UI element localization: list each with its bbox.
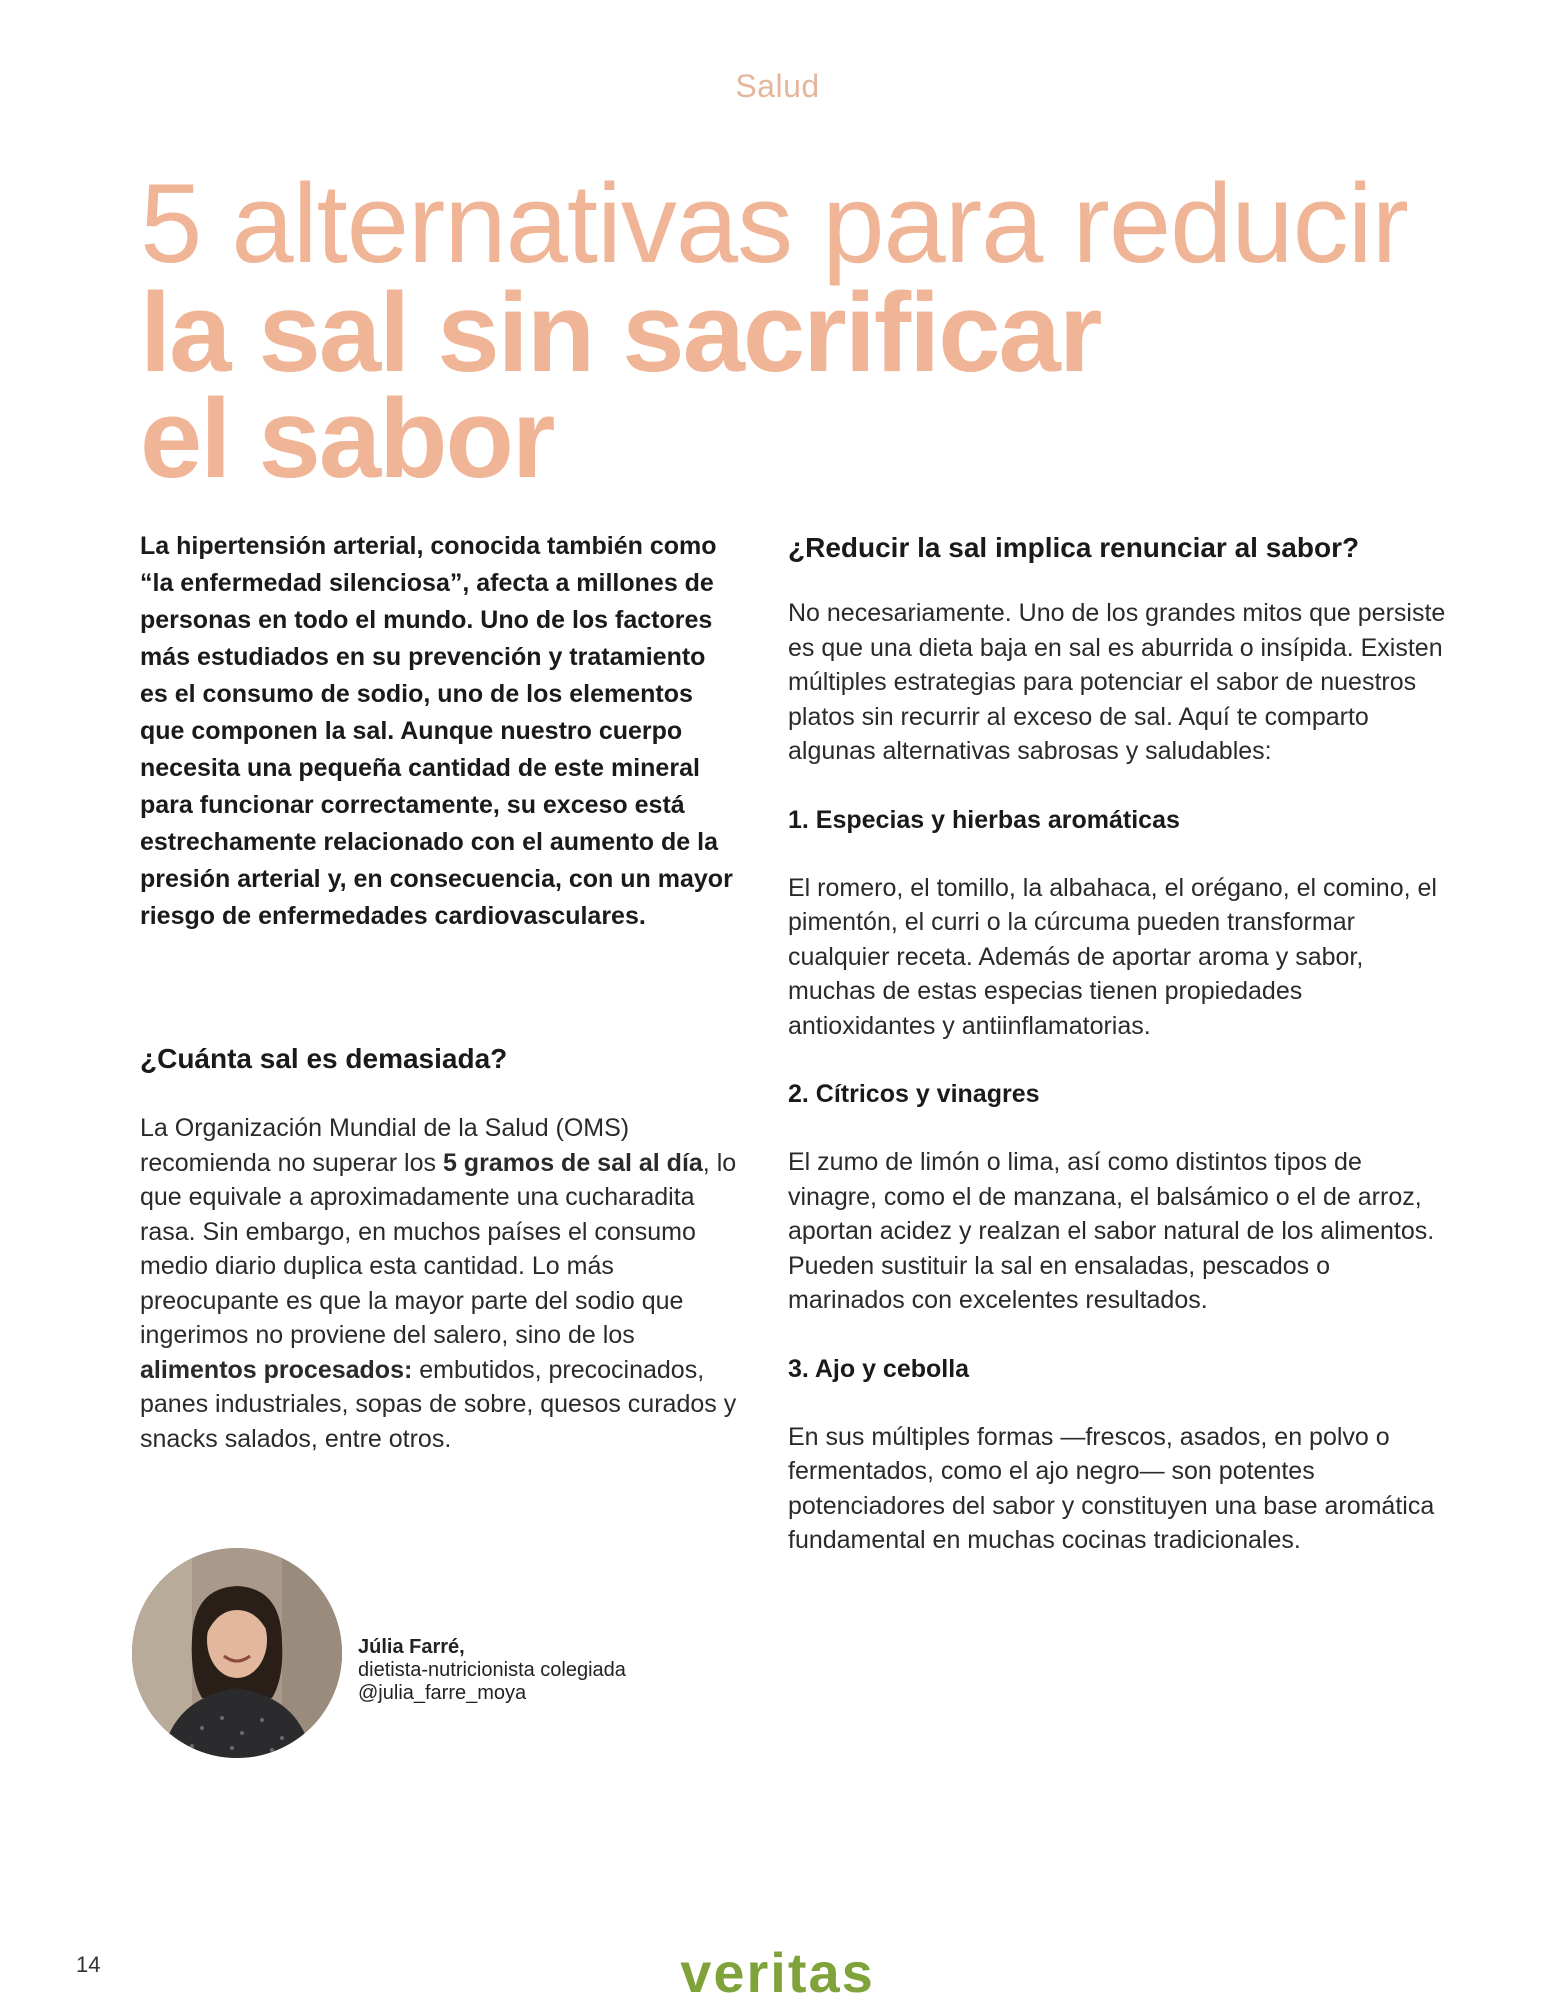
- title-line-1: 5 alternativas para reducir: [140, 161, 1408, 286]
- author-portrait-icon: [132, 1548, 342, 1758]
- item-title-garlic: 3. Ajo y cebolla: [788, 1354, 970, 1383]
- title-line-2: la sal sin sacrificar: [140, 270, 1101, 395]
- salt-amount-paragraph: [140, 1111, 740, 1456]
- intro-paragraph: La hipertensión arterial, conocida también como “la enfermedad silenciosa”, afecta a millones de personas en todo el mundo. Uno de los factores más estudiados en su prevención y tratamiento es el consumo de sodio, uno de los elementos que componen la sal. Aunque nuestro cuerpo necesita una pequeña cantidad de este mineral para funcionar correctamente, su exceso está estrechamente relacionado con el aumento de la presión arterial y, en consecuencia, con un mayor riesgo de enfermedades cardiovasculares.: [140, 532, 733, 930]
- flavor-intro: No necesariamente. Uno de los grandes mitos que persiste es que una dieta baja en sal es aburrida o insípida. Existen múltiples estrategias para potenciar el sabor de nuestros platos sin recurrir al exceso de sal. Aquí te comparto algunas alternativas sabrosas y saludables:: [788, 599, 1446, 765]
- page-number: 14: [76, 1952, 101, 1977]
- author-name: Júlia Farré,: [358, 1636, 465, 1658]
- salt-amount-bold-2: alimentos procesados:: [140, 1355, 413, 1384]
- author-avatar: [132, 1548, 342, 1758]
- brand-logo: veritas: [680, 1941, 875, 2000]
- author-handle: @julia_farre_moya: [358, 1682, 527, 1704]
- item-text-spices: El romero, el tomillo, la albahaca, el orégano, el comino, el pimentón, el curri o la cúrcuma pueden transformar cualquier receta. Además de aportar aroma y sabor, muchas de estas especias tienen propiedades antioxidantes y antiinflamatorias.: [788, 873, 1437, 1040]
- item-text-citrus: El zumo de limón o lima, así como distintos tipos de vinagre, como el de manzana, el balsámico o el de arroz, aportan acidez y realzan el sabor natural de los alimentos. Pueden sustituir la sal en ensaladas, pescados o marinados con excelentes resultados.: [788, 1148, 1435, 1314]
- author-role: dietista-nutricionista colegiada: [358, 1659, 626, 1681]
- author-info: [358, 1636, 626, 1705]
- flavor-heading: ¿Reducir la sal implica renunciar al sabor?: [788, 532, 1360, 563]
- article-title: [140, 161, 1470, 501]
- salt-amount-text-1: La Organización Mundial de la Salud (OMS) recomienda no superar los: [140, 1114, 630, 1177]
- title-line-3: el sabor: [140, 376, 554, 501]
- right-column: [788, 530, 1448, 1558]
- salt-amount-bold-1: 5 gramos de sal al día: [442, 1148, 703, 1177]
- item-text-garlic: En sus múltiples formas —frescos, asados, en polvo o fermentados, como el ajo negro— son potentes potenciadores del sabor y constituyen una base aromática fundamental en muchas cocinas tradicionales.: [788, 1422, 1435, 1554]
- salt-amount-text-3: embutidos, precocinados, panes industriales, sopas de sobre, quesos curados y snacks salados, entre otros.: [140, 1355, 737, 1453]
- salt-amount-text-2: , lo que equivale a aproximadamente una cucharadita rasa. Sin embargo, en muchos países el consumo medio diario duplica esta cantidad. Lo más preocupante es que la mayor parte del sodio que ingerimos no proviene del salero, sino de los: [140, 1148, 737, 1349]
- salt-amount-heading: ¿Cuánta sal es demasiada?: [140, 1043, 508, 1074]
- item-title-citrus: 2. Cítricos y vinagres: [788, 1080, 1040, 1108]
- author-block: [132, 1548, 652, 1760]
- left-column: [140, 528, 740, 1456]
- item-title-spices: 1. Especias y hierbas aromáticas: [788, 805, 1180, 834]
- section-label: Salud: [735, 68, 820, 104]
